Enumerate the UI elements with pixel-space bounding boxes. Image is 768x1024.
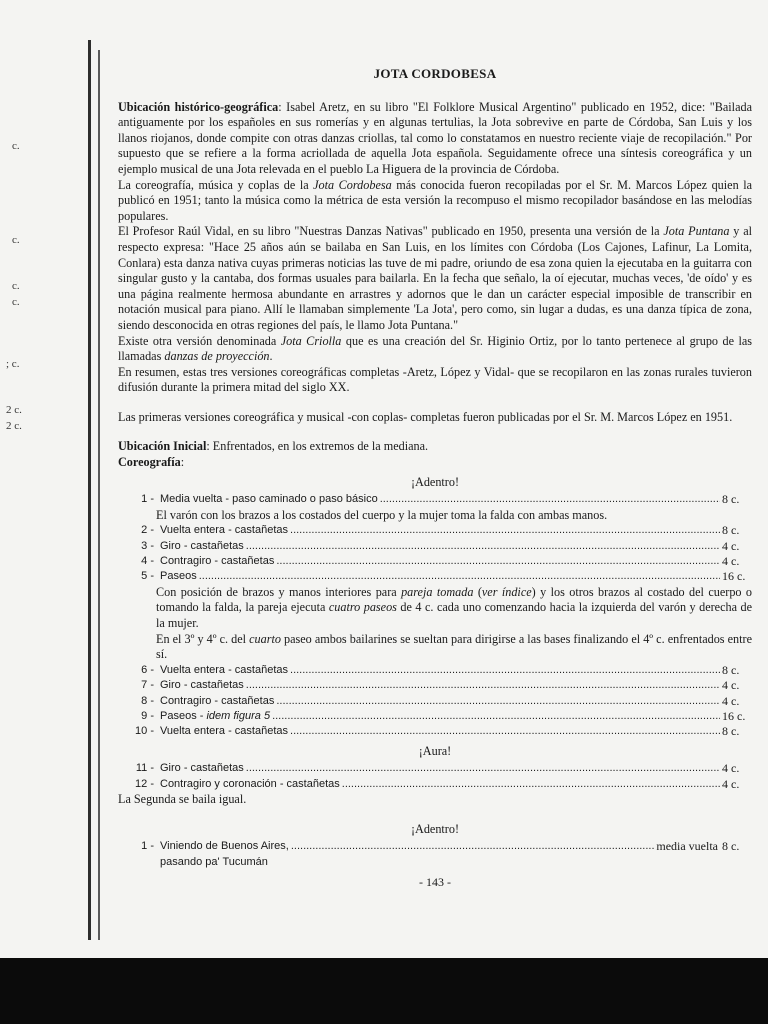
section-call: ¡Adentro! bbox=[410, 821, 460, 836]
figure-row bbox=[118, 777, 752, 792]
figure-row bbox=[118, 569, 752, 584]
figure-row bbox=[118, 724, 752, 739]
leader-dots bbox=[291, 839, 655, 854]
scan-dark-border bbox=[0, 958, 768, 1024]
figure-label: Giro - castañetas bbox=[160, 539, 244, 552]
margin-mark: c. bbox=[12, 296, 20, 308]
figure-row bbox=[118, 523, 752, 538]
figure-number: 8 - bbox=[141, 694, 154, 707]
page-number: - 143 - bbox=[419, 874, 451, 889]
margin-mark: ; c. bbox=[6, 358, 20, 370]
paragraph-primeras-versiones: Las primeras versiones coreográfica y musical -con coplas- completas fueron publicadas por el Sr. M. Marcos López en 1951. bbox=[118, 409, 733, 424]
paragraph-coreografia-lopez bbox=[118, 178, 752, 225]
figure-count: 16 c. bbox=[722, 709, 746, 724]
leader-dots bbox=[272, 709, 720, 724]
figure-label bbox=[160, 709, 270, 724]
text: El Profesor Raúl Vidal, en su libro "Nuestras Danzas Nativas" publicado en 1950, presenta una versión de la bbox=[118, 224, 664, 239]
figure-number: 1 - bbox=[141, 493, 154, 506]
figure-count: 4 c. bbox=[722, 554, 740, 569]
paragraph-ubicacion-inicial bbox=[118, 439, 752, 455]
figure-row bbox=[118, 554, 752, 569]
leader-dots bbox=[199, 569, 720, 584]
figure-note: El varón con los brazos a los costados del cuerpo y la mujer toma la falda con ambas manos. bbox=[156, 507, 608, 522]
figure-row bbox=[118, 839, 752, 854]
figure-number: 2 - bbox=[141, 524, 154, 537]
figure-number: 1 - bbox=[141, 840, 154, 853]
italic-text: cuatro paseos bbox=[328, 600, 397, 615]
leader-dots bbox=[246, 678, 720, 693]
figure-count: 8 c. bbox=[722, 523, 740, 538]
section-call: ¡Aura! bbox=[418, 743, 452, 758]
figure-number: 7 - bbox=[141, 679, 154, 692]
leader-dots bbox=[276, 554, 720, 569]
leader-dots bbox=[290, 663, 720, 678]
figure-label: Vuelta entera - castañetas bbox=[160, 524, 289, 537]
text: y al respecto expresa: "Hace 25 años aún se bailaba en San Luis, en los límites con Córdoba (Los Cajones, Lafinur, La Lomita, Conlara) esta danza nativa cuyas primeras noticias las tuve de mi padre, oriundo de esa zona quien la ejecutaba en la guitarra con singular gusto y la cantaba, dos formas usuales para bailarla. En la fecha que señalo, la oí ejecutar, muchas veces, 'de oído' y es una página realmente hermosa abundante en arrastres y adornos que le dan un carácter especial imposible de transcribir en notación musical para piano. Allí le llamaban simplemente 'La Jota', pero como, sin lugar a dudas, es una danza típica de zona, siendo desconocida en otras regiones del país, le llamo Jota Puntana." bbox=[118, 224, 753, 332]
figure-movement: media vuelta bbox=[656, 839, 718, 854]
figure-count: 4 c. bbox=[722, 761, 740, 776]
leader-dots bbox=[246, 539, 720, 554]
figure-number: 6 - bbox=[141, 663, 154, 676]
figure-label: Vuelta entera - castañetas bbox=[160, 725, 289, 738]
figure-count: 4 c. bbox=[722, 538, 740, 553]
leader-dots bbox=[380, 492, 720, 507]
text: más conocida fueron recopiladas por el Sr. M. Marcos López quien la publicó en 1951; tanto la música como la métrica de esta versión la recompuso el mismo recopilador basándose en las melodías populares. bbox=[118, 177, 752, 223]
text: Existe otra versión denominada bbox=[118, 333, 281, 348]
label-ubicacion-inicial: Ubicación Inicial bbox=[118, 439, 207, 454]
figure-label: Contragiro - castañetas bbox=[160, 694, 275, 707]
text: Paseos - bbox=[160, 710, 207, 723]
figure-number: 11 - bbox=[135, 762, 154, 775]
figure-number: 9 - bbox=[141, 710, 154, 723]
label-coreografia: Coreografía: bbox=[118, 455, 185, 470]
figure-row bbox=[118, 539, 752, 554]
figure-count: 8 c. bbox=[722, 662, 740, 677]
figure-count: 8 c. bbox=[722, 492, 740, 507]
leader-dots bbox=[246, 761, 720, 776]
italic-text: idem figura 5 bbox=[206, 710, 271, 723]
figure-count: 4 c. bbox=[722, 693, 740, 708]
figure-label: Giro - castañetas bbox=[160, 762, 244, 775]
text: : Enfrentados, en los extremos de la mediana. bbox=[206, 439, 429, 454]
figure-label: Vuelta entera - castañetas bbox=[160, 663, 289, 676]
paragraph-criolla bbox=[118, 334, 752, 365]
figure-count: 16 c. bbox=[722, 569, 746, 584]
text: En el 3º y 4º c. del bbox=[156, 631, 250, 646]
figure-number: 12 - bbox=[135, 777, 154, 790]
heading: Coreografía bbox=[118, 455, 181, 470]
italic-text: cuarto bbox=[249, 631, 281, 646]
italic-text: pareja tomada bbox=[401, 584, 474, 599]
margin-mark: c. bbox=[12, 140, 20, 152]
figure-number: 4 - bbox=[141, 555, 154, 568]
figure-number: 10 - bbox=[135, 725, 154, 738]
paragraph-vidal bbox=[118, 224, 752, 333]
text: de 4 c. cada uno comenzando hacia la izquierda del varón y derecha de la mujer. bbox=[156, 600, 753, 631]
text: que es una creación del Sr. Higinio Ortiz, por lo tanto pertenece al grupo de las llamadas bbox=[118, 333, 752, 364]
figure-label: Paseos bbox=[160, 570, 197, 583]
document-body bbox=[118, 66, 752, 890]
italic-text: Jota Criolla bbox=[280, 333, 342, 348]
figure-row bbox=[118, 761, 752, 776]
paragraph-segunda: La Segunda se baila igual. bbox=[118, 792, 247, 807]
margin-mark: 2 c. bbox=[6, 404, 22, 416]
figure-note bbox=[118, 632, 752, 663]
text: La coreografía, música y coplas de la bbox=[118, 177, 314, 192]
italic-text: ver índice bbox=[481, 584, 532, 599]
figure-label: Contragiro - castañetas bbox=[160, 555, 275, 568]
margin-mark: c. bbox=[12, 234, 20, 246]
leader-dots bbox=[290, 724, 720, 739]
text: ) y los otros brazos al costado del cuerpo o tomando la falda, la pareja ejecuta bbox=[156, 584, 752, 615]
text-ubicacion: : Isabel Aretz, en su libro "El Folklore Musical Argentino" publicado en 1952, dice: "Bailada antiguamente por los españoles en sus romerías y en algunas tertulias, la Jota sobrevive en parte de Córdoba, San Luis y los llanos riojanos, donde compite con otras danzas criollas, tal como lo constatamos en nuestro reciente viaje de recopilación." Por supuesto que se refiere a la forma acriollada de aquella Jota española. Seguidamente ofrece una síntesis coreográfica y un ejemplo musical de una Jota relevada en el pueblo La Higuera de la provincia de Córdoba. bbox=[118, 99, 752, 176]
figure-label: Contragiro y coronación - castañetas bbox=[160, 777, 340, 790]
figure-subline: pasando pa' Tucumán bbox=[160, 855, 268, 868]
margin-mark: 2 c. bbox=[6, 420, 22, 432]
figure-count: 4 c. bbox=[722, 776, 740, 791]
margin-mark: c. bbox=[12, 280, 20, 292]
text: paseo ambos bailarines se sueltan para dirigirse a las bases finalizando el 4º c. enfrentados entre sí. bbox=[156, 631, 752, 662]
page-title: JOTA CORDOBESA bbox=[373, 66, 497, 81]
section-call: ¡Adentro! bbox=[410, 474, 460, 489]
leader-dots bbox=[276, 694, 720, 709]
figure-number: 5 - bbox=[141, 570, 154, 583]
figure-row bbox=[118, 492, 752, 507]
figure-row bbox=[118, 694, 752, 709]
figure-count: 4 c. bbox=[722, 678, 740, 693]
figure-row bbox=[118, 678, 752, 693]
figure-label: Media vuelta - paso caminado o paso básico bbox=[160, 493, 378, 506]
figure-label: Viniendo de Buenos Aires, bbox=[160, 840, 289, 853]
figure-number: 3 - bbox=[141, 539, 154, 552]
text: . bbox=[269, 349, 273, 364]
paragraph-ubicacion bbox=[118, 100, 752, 178]
paragraph-resumen: En resumen, estas tres versiones coreográficas completas -Aretz, López y Vidal- que se recopilaron en las zonas rurales tuvieron difusión durante la primera mitad del siglo XX. bbox=[118, 364, 752, 395]
binding-shadow bbox=[98, 50, 100, 940]
label-ubicacion: Ubicación histórico-geográfica bbox=[118, 99, 279, 114]
figure-note bbox=[118, 585, 752, 632]
figure-row bbox=[118, 663, 752, 678]
figure-count: 8 c. bbox=[722, 839, 740, 854]
binding-edge bbox=[88, 40, 91, 940]
text: Con posición de brazos y manos interiores para bbox=[156, 584, 402, 599]
figure-row bbox=[118, 709, 752, 724]
text: ( bbox=[473, 584, 482, 599]
italic-text: Jota Cordobesa bbox=[313, 177, 392, 192]
figure-label: Giro - castañetas bbox=[160, 679, 244, 692]
leader-dots bbox=[342, 777, 720, 792]
figure-count: 8 c. bbox=[722, 724, 740, 739]
italic-text: Jota Puntana bbox=[663, 224, 730, 239]
italic-text: danzas de proyección bbox=[164, 349, 270, 364]
leader-dots bbox=[290, 523, 720, 538]
